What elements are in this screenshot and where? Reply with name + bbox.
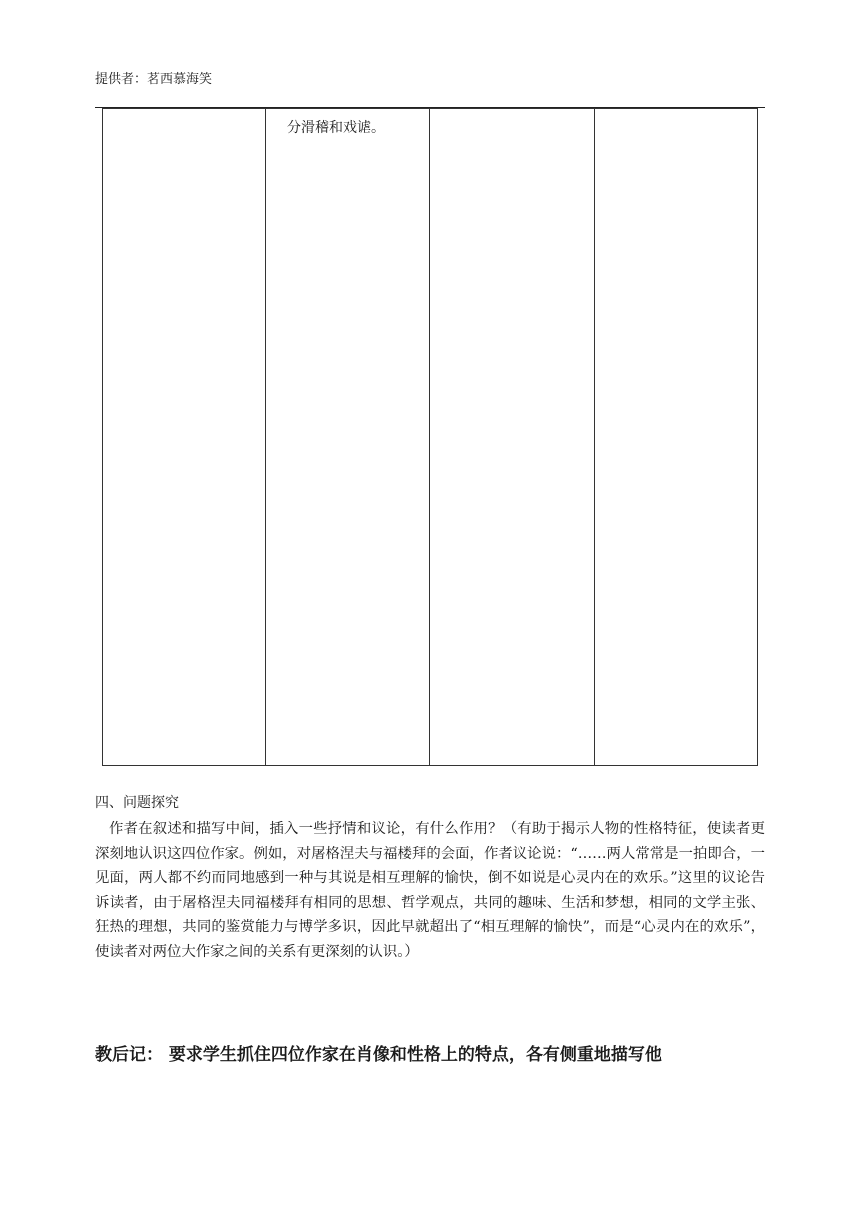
table-cell-2 — [266, 109, 430, 766]
table-cell-text — [430, 109, 594, 118]
table-cell-text — [103, 109, 265, 118]
postscript-label: 教后记： — [95, 1045, 163, 1065]
section-title: 四、问题探究 — [95, 795, 179, 811]
table-cell-3 — [430, 109, 595, 766]
provider-header: 提供者：茗西慕海笑 — [95, 72, 213, 87]
table-cell-1 — [103, 109, 266, 766]
table-cell-text — [595, 109, 757, 118]
postscript-line — [95, 1043, 785, 1067]
table-row — [103, 109, 758, 766]
content-table — [102, 108, 758, 766]
section-paragraph: 作者在叙述和描写中间，插入一些抒情和议论，有什么作用？（有助于揭示人物的性格特征，使读者更深刻地认识这四位作家。例如，对屠格涅夫与福楼拜的会面，作者议论说：“……两人常常是一拍即合，一见面，两人都不约而同地感到一种与其说是相互理解的愉快，倒不如说是心灵内在的欢乐。”这里的议论告诉读者，由于屠格涅夫同福楼拜有相同的思想、哲学观点，共同的趣味、生活和梦想，相同的文学主张、狂热的理想，共同的鉴赏能力与博学多识，因此早就超出了“相互理解的愉快”，而是“心灵内在的欢乐”，使读者对两位大作家之间的关系有更深刻的认识。） — [95, 821, 765, 960]
table-cell-4 — [595, 109, 758, 766]
postscript-text: 要求学生抓住四位作家在肖像和性格上的特点，各有侧重地描写他 — [168, 1045, 662, 1065]
table-cell-text: 分滑稽和戏谑。 — [287, 120, 385, 136]
